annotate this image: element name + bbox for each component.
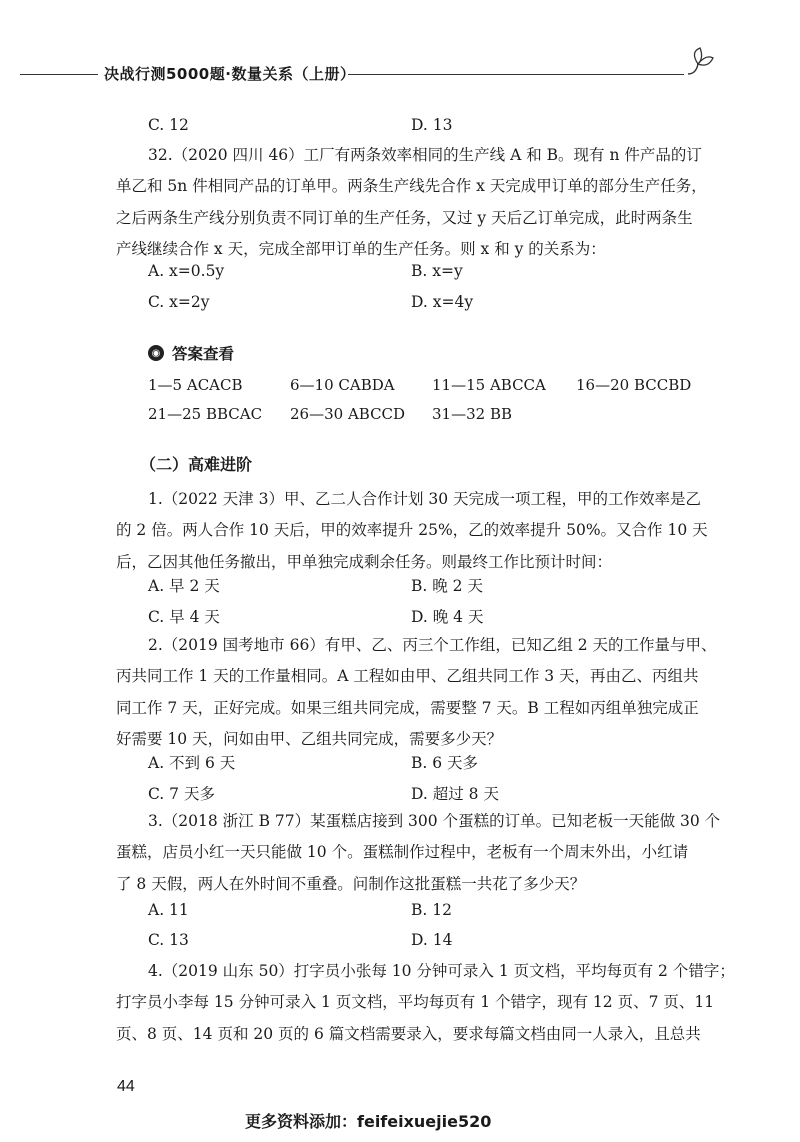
- q32-line-4: 产线继续合作 x 天，完成全部甲订单的生产任务。则 x 和 y 的关系为：: [116, 240, 606, 259]
- q2-options-row-2: [148, 782, 668, 804]
- q32-line-3: 之后两条生产线分别负责不同订单的生产任务，又过 y 天后乙订单完成，此时两条生: [116, 208, 693, 227]
- q4-line-2: 打字员小李每 15 分钟可录入 1 页文档，平均每页有 1 个错字，现有 12 页、7 页、11: [116, 993, 715, 1012]
- q32-line-1: 32.（2020 四川 46）工厂有两条效率相同的生产线 A 和 B。现有 n 件产品的订: [148, 146, 702, 164]
- question-32: [116, 140, 713, 266]
- option-c: C. 早 4 天: [148, 608, 220, 626]
- answer-group: 1—5 ACACB: [148, 376, 243, 394]
- answer-group: 21—25 BBCAC: [148, 405, 263, 423]
- q1-line-3: 后，乙因其他任务撤出，甲单独完成剩余任务。则最终工作比预计时间：: [116, 552, 613, 571]
- answer-row-2: [148, 405, 576, 423]
- option-d: D. 14: [411, 931, 453, 949]
- question-4: [116, 956, 735, 1050]
- q2-line-4: 好需要 10 天，问如由甲、乙组共同完成，需要多少天？: [116, 730, 503, 749]
- option-a: A. 11: [148, 901, 189, 919]
- q2-options-row-1: [148, 751, 668, 773]
- option-b: B. 12: [411, 901, 452, 919]
- sprout-icon: [686, 44, 716, 78]
- q1-options-row-1: [148, 574, 668, 596]
- q32-options-row-2: [148, 293, 668, 311]
- q3-options-row-1: [148, 901, 668, 919]
- q32-line-2: 单乙和 5n 件相同产品的订单甲。两条生产线先合作 x 天完成甲订单的部分生产任务，: [116, 177, 707, 196]
- answer-group: 26—30 ABCCD: [290, 405, 406, 423]
- answer-heading: [148, 342, 234, 364]
- page-number: 44: [117, 1078, 135, 1095]
- option-b: B. 晚 2 天: [411, 577, 483, 595]
- q1-line-1: 1.（2022 天津 3）甲、乙二人合作计划 30 天完成一项工程，甲的工作效率是乙: [148, 490, 702, 508]
- question-3: [116, 806, 721, 900]
- q3-line-3: 了 8 天假，两人在外时间不重叠。问制作这批蛋糕一共花了多少天？: [116, 874, 586, 893]
- question-2: [116, 630, 717, 756]
- answer-group: 16—20 BCCBD: [576, 376, 692, 394]
- option-a: A. 不到 6 天: [148, 754, 236, 772]
- option-c: C. x=2y: [148, 293, 210, 311]
- q31-options-row: [148, 116, 668, 134]
- option-b: B. x=y: [411, 262, 463, 280]
- option-d: D. x=4y: [411, 293, 474, 311]
- section-title: （二）高难进阶: [140, 455, 253, 474]
- q4-line-3: 页、8 页、14 页和 20 页的 6 篇文档需要录入，要求每篇文档由同一人录入，且总共: [116, 1024, 701, 1043]
- q2-line-3: 同工作 7 天，正好完成。如果三组共同完成，需要整 7 天。B 工程如丙组单独完成正: [116, 698, 699, 717]
- running-header-title: 决战行测5000题·数量关系（上册）: [104, 65, 356, 83]
- footer-note: 更多资料添加：feifeixuejie520: [245, 1112, 492, 1131]
- question-1: [116, 484, 713, 578]
- q3-options-row-2: [148, 931, 668, 949]
- q3-line-1: 3.（2018 浙江 B 77）某蛋糕店接到 300 个蛋糕的订单。已知老板一天能做 30 个: [148, 812, 721, 830]
- answer-row-1: [148, 376, 691, 394]
- header-rule-left: [20, 74, 98, 75]
- option-a: A. x=0.5y: [148, 262, 225, 280]
- option-c: C. 13: [148, 931, 189, 949]
- answer-group: 6—10 CABDA: [290, 376, 395, 394]
- q4-line-1: 4.（2019 山东 50）打字员小张每 10 分钟可录入 1 页文档，平均每页有 2 个错字；: [148, 962, 735, 980]
- q32-options-row-1: [148, 262, 668, 280]
- option-a: A. 早 2 天: [148, 577, 220, 595]
- answer-icon: ◉: [148, 345, 164, 361]
- q1-options-row-2: [148, 605, 668, 627]
- q2-line-1: 2.（2019 国考地市 66）有甲、乙、丙三个工作组，已知乙组 2 天的工作量与甲、: [148, 636, 717, 654]
- answer-group: 11—15 ABCCA: [432, 376, 546, 394]
- answer-heading-text: 答案查看: [172, 345, 235, 363]
- q2-line-2: 丙共同工作 1 天的工作量相同。A 工程如由甲、乙组共同工作 3 天，再由乙、丙组共: [116, 667, 699, 686]
- header-rule-right: [348, 74, 684, 75]
- option-c: C. 7 天多: [148, 785, 215, 803]
- option-d: D. 13: [411, 116, 453, 134]
- option-d: D. 超过 8 天: [411, 785, 499, 803]
- q3-line-2: 蛋糕，店员小红一天只能做 10 个。蛋糕制作过程中，老板有一个周末外出，小红请: [116, 843, 689, 862]
- q1-line-2: 的 2 倍。两人合作 10 天后，甲的效率提升 25%，乙的效率提升 50%。又合作 10 天: [116, 521, 708, 540]
- option-c: C. 12: [148, 116, 189, 134]
- option-d: D. 晚 4 天: [411, 608, 484, 626]
- answer-group: 31—32 BB: [432, 405, 512, 423]
- option-b: B. 6 天多: [411, 754, 479, 772]
